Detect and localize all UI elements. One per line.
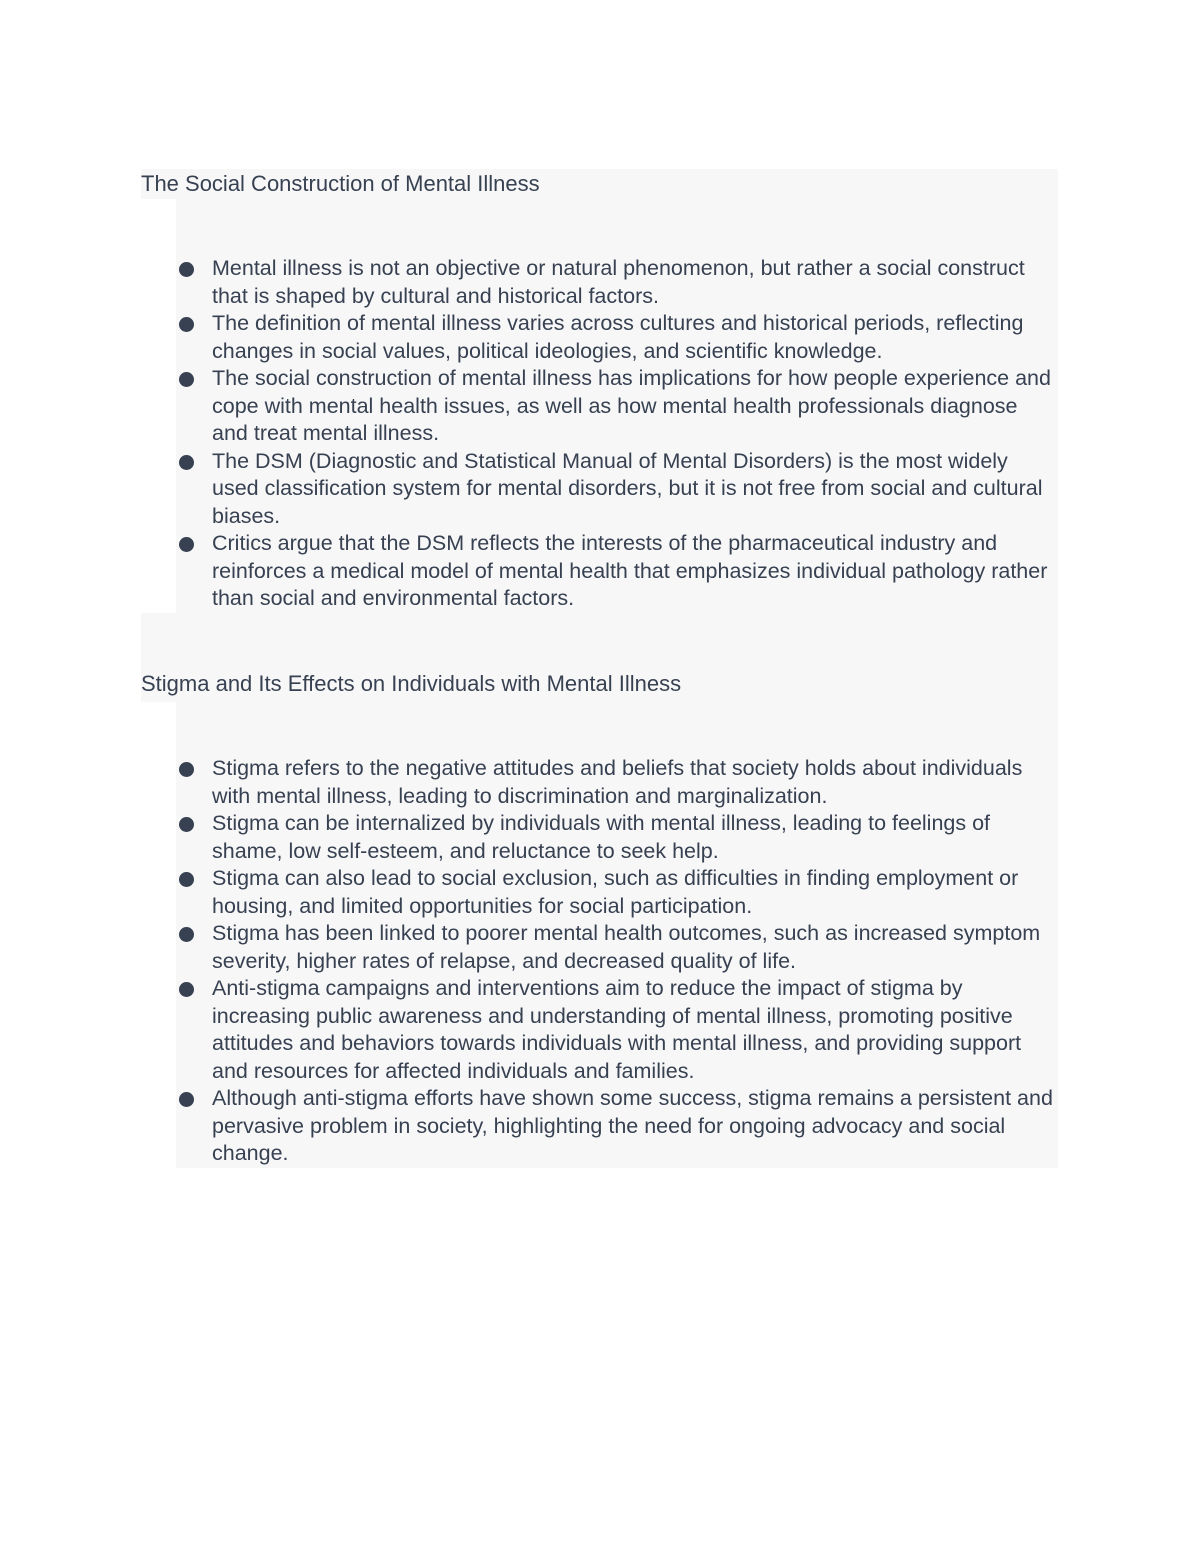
list-item-text: Stigma has been linked to poorer mental health outcomes, such as increased symptom severity, higher rates of relapse, and decreased quality of life. [212, 921, 1041, 973]
bullet-dot-icon [179, 317, 194, 332]
bullet-dot-icon [179, 372, 194, 387]
list-item-text: Critics argue that the DSM reflects the interests of the pharmaceutical industry and reinforces a medical model of mental health that emphasizes individual pathology rather than social and environmental factors. [212, 531, 1048, 610]
bullet-dot-icon [179, 817, 194, 832]
list-item [176, 975, 1056, 1085]
bullet-dot-icon [179, 927, 194, 942]
bullet-dot-icon [179, 982, 194, 997]
list-item [176, 755, 1056, 810]
list-item [176, 448, 1056, 531]
list-item-text: Stigma refers to the negative attitudes and beliefs that society holds about individuals with mental illness, leading to discrimination and marginalization. [212, 756, 1023, 808]
list-item [176, 255, 1056, 310]
bullet-dot-icon [179, 1092, 194, 1107]
bullet-list-stigma [176, 755, 1056, 1168]
list-item [176, 310, 1056, 365]
section-title-stigma: Stigma and Its Effects on Individuals with Mental Illness [141, 671, 682, 696]
bullet-dot-icon [179, 262, 194, 277]
list-item-text: Mental illness is not an objective or natural phenomenon, but rather a social construct that is shaped by cultural and historical factors. [212, 256, 1025, 308]
list-item [176, 365, 1056, 448]
list-item-text: Anti-stigma campaigns and interventions aim to reduce the impact of stigma by increasing public awareness and understanding of mental illness, promoting positive attitudes and behaviors towards individuals with mental illness, and providing support and resources for affected individuals and families. [212, 976, 1022, 1083]
list-item-text: The definition of mental illness varies across cultures and historical periods, reflecting changes in social values, political ideologies, and scientific knowledge. [212, 311, 1024, 363]
list-item [176, 810, 1056, 865]
section-title-social-construction: The Social Construction of Mental Illness [141, 171, 540, 196]
bullet-list-social-construction [176, 255, 1056, 613]
list-item-text: Although anti-stigma efforts have shown some success, stigma remains a persistent and pervasive problem in society, highlighting the need for ongoing advocacy and social change. [212, 1086, 1053, 1165]
list-item-text: Stigma can be internalized by individuals with mental illness, leading to feelings of shame, low self-esteem, and reluctance to seek help. [212, 811, 991, 863]
list-item [176, 920, 1056, 975]
bullet-dot-icon [179, 872, 194, 887]
list-item-text: The DSM (Diagnostic and Statistical Manual of Mental Disorders) is the most widely used classification system for mental disorders, but it is not free from social and cultural biases. [212, 448, 1043, 528]
list-item [176, 530, 1056, 613]
list-item [176, 865, 1056, 920]
list-item-text: The social construction of mental illness has implications for how people experience and cope with mental health issues, as well as how mental health professionals diagnose and treat mental illness. [212, 366, 1051, 445]
bullet-dot-icon [179, 455, 194, 470]
bullet-dot-icon [179, 537, 194, 552]
list-item [176, 1085, 1056, 1168]
list-item-text: Stigma can also lead to social exclusion, such as difficulties in finding employment or housing, and limited opportunities for social participation. [212, 866, 1019, 918]
bullet-dot-icon [179, 762, 194, 777]
